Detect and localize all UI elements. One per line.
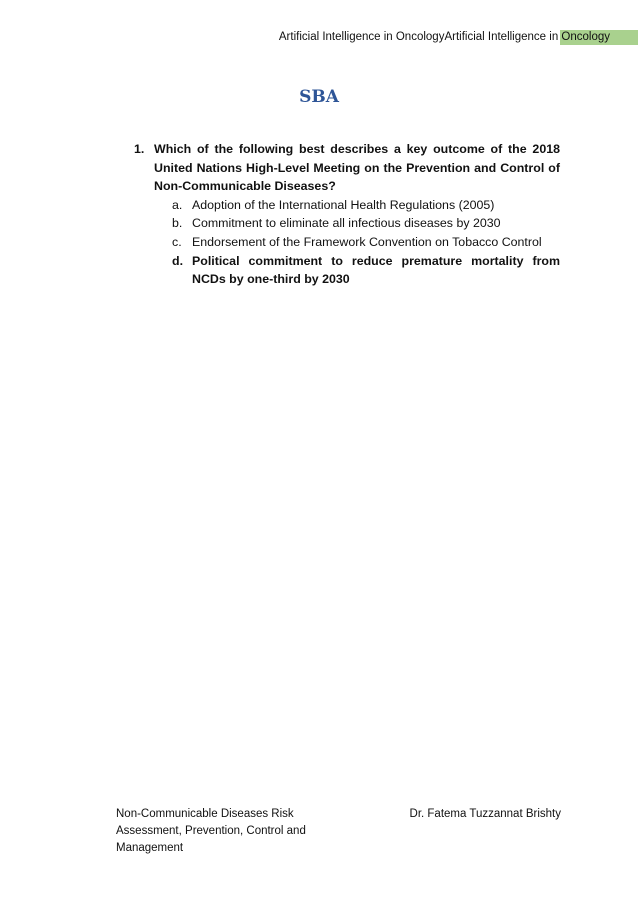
option-text: Commitment to eliminate all infectious diseases by 2030 — [192, 216, 501, 231]
option-letter: a. — [172, 197, 183, 212]
option-text: Political commitment to reduce premature mortality from NCDs by one-third by 2030 — [192, 253, 560, 287]
option-letter: d. — [172, 253, 184, 268]
option-c — [172, 233, 560, 252]
option-list — [134, 196, 560, 289]
page-title: SBA — [299, 87, 339, 107]
option-text: Adoption of the International Health Regulations (2005) — [192, 197, 495, 212]
running-title: Artificial Intelligence in OncologyArtificial Intelligence in Oncology — [278, 31, 610, 43]
page-header — [0, 30, 638, 46]
question-number: 1. — [134, 142, 145, 156]
option-b — [172, 214, 560, 233]
option-text: Endorsement of the Framework Convention on Tobacco Control — [192, 234, 542, 249]
option-letter: c. — [172, 234, 182, 249]
option-d-correct-answer — [172, 252, 560, 289]
question-text: Which of the following best describes a key outcome of the 2018 United Nations High-Level Meeting on the Prevention and Control of Non-Communicable Diseases? — [154, 142, 560, 194]
option-a — [172, 196, 560, 215]
option-letter: b. — [172, 216, 183, 231]
question-block — [134, 140, 560, 289]
footer-author: Dr. Fatema Tuzzannat Brishty — [409, 808, 561, 820]
footer-course-title: Non-Communicable Diseases Risk Assessment, Prevention, Control and Management — [116, 808, 306, 854]
